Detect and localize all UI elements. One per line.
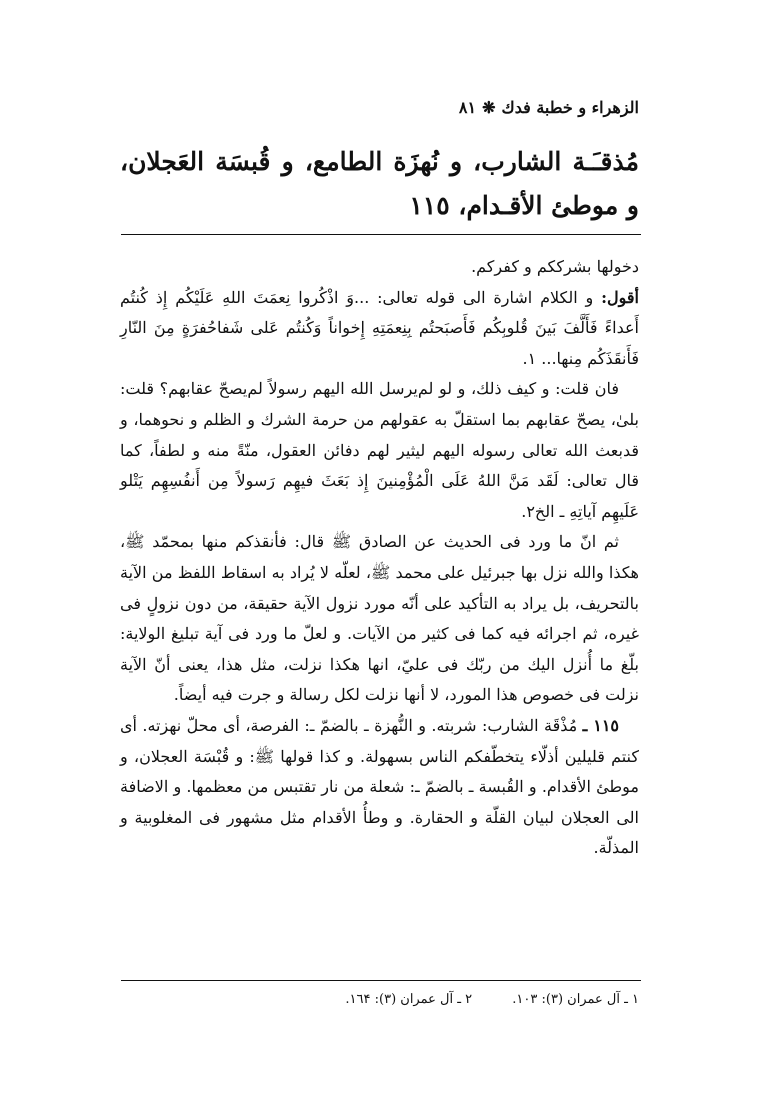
commentary-paragraph-4: ثم انّ ما ورد فى الحديث عن الصادق ﷺ قال: فأنقذكم منها بمحمّد ﷺ، هكذا والله نزل بها جبرئيل على محمد ﷺ، لعلّه لا يُراد به اسقاط اللفظ من الآية بالتحريف، بل يراد به التأكيد على أنّه مورد نزول الآية حقيقة، من دون نزولٍ فى غيره، ثم اجرائه فيه كما فى كثير من الآيات. و لعلّ ما ورد فى آية تبليغ الولاية: بلّغ ما أُنزل اليك من ربّك فى عليّ، انها هكذا نزلت، مثل هذا، يعنى أنّ الآية نزلت فى خصوص هذا المورد، لا أنها نزلت لكل رسالة و جرت فيه أيضاً.	[120, 532, 639, 705]
header-title: الزهراء و خطبة فدك	[501, 98, 639, 117]
commentary-paragraph-3: فان قلت: و كيف ذلك، و لو لم‌يرسل الله اليهم رسولاً لم‌يصحّ عقابهم؟ قلت: بلیٰ، يصحّ عقابهم بما استقلّ به عقولهم من حرمة الشرك و الظلم و نحوهما، و قدبعث الله تعالى رسوله اليهم ليثير لهم دفائن العقول، منّةً منه و لطفاً، كما قال تعالى: لَقَد مَنَّ اللهُ عَلَى الْمُؤْمِنينَ إِذ بَعَثَ فيهِم رَسولاً مِن أَنفُسِهِم يَتْلو عَلَيهِم آياتِهِ ـ الخ٢.	[120, 379, 639, 521]
section-divider	[121, 234, 641, 235]
footnotes	[120, 990, 639, 1010]
commentary-paragraph-2	[120, 283, 639, 375]
commentary	[120, 252, 639, 864]
commentary-paragraph-2-body: و الكلام اشارة الى قوله تعالى: ...وَ اذْكُروا نِعمَتَ اللهِ عَلَيْكُم إِذ كُنتُم أَعداءً فَأَلَّفَ بَينَ قُلوبِكُم فَأَصبَحتُم بِنِعمَتِهِ إِخواناً وَكُنتُم عَلى شَفاحُفرَةٍ مِنَ النّارِ فَأَنقَذَكُم مِنها... ١.	[120, 287, 639, 368]
page-number: ٨١	[458, 98, 477, 117]
header-separator: ❋	[482, 98, 496, 117]
footnote-divider	[121, 980, 641, 981]
commentary-paragraph-5-body: مُذْقَة الشارب: شربته. و النُّهزة ـ بالضمّ ـ: الفرصة، أى محلّ نهزته. أى كنتم قليلين أذلّاء يتخطّفكم الناس بسهولة. و كذا قولها ﷺ: و قُبْسَة العجلان، و موطئ الأقدام. و القُبسة ـ بالضمّ ـ: شعلة من نار تقتبس من معظمها. و الاضافة الى العجلان لبيان القلّة و الحقارة. و وطأُ الأقدام مثل مشهور فى المغلوبية و المذلّة.	[120, 715, 639, 858]
note-number: ١١٥ ـ	[582, 715, 620, 735]
commentary-paragraph-5	[120, 711, 639, 864]
commentary-lead: أقول:	[601, 287, 639, 307]
footnote-1: ١ ـ آل عمران (٣): ١٠٣.	[512, 992, 639, 1007]
footnote-2: ٢ ـ آل عمران (٣): ١٦۴.	[345, 992, 473, 1007]
sermon-text: مُذقـَـة الشارب، و نُهزَة الطامع، و قُبسَة العَجلان، و موطئ الأقـدام، ١١٥	[120, 147, 639, 220]
commentary-paragraph-1: دخولها بشرككم و كفركم.	[471, 257, 639, 276]
running-header	[239, 98, 639, 117]
